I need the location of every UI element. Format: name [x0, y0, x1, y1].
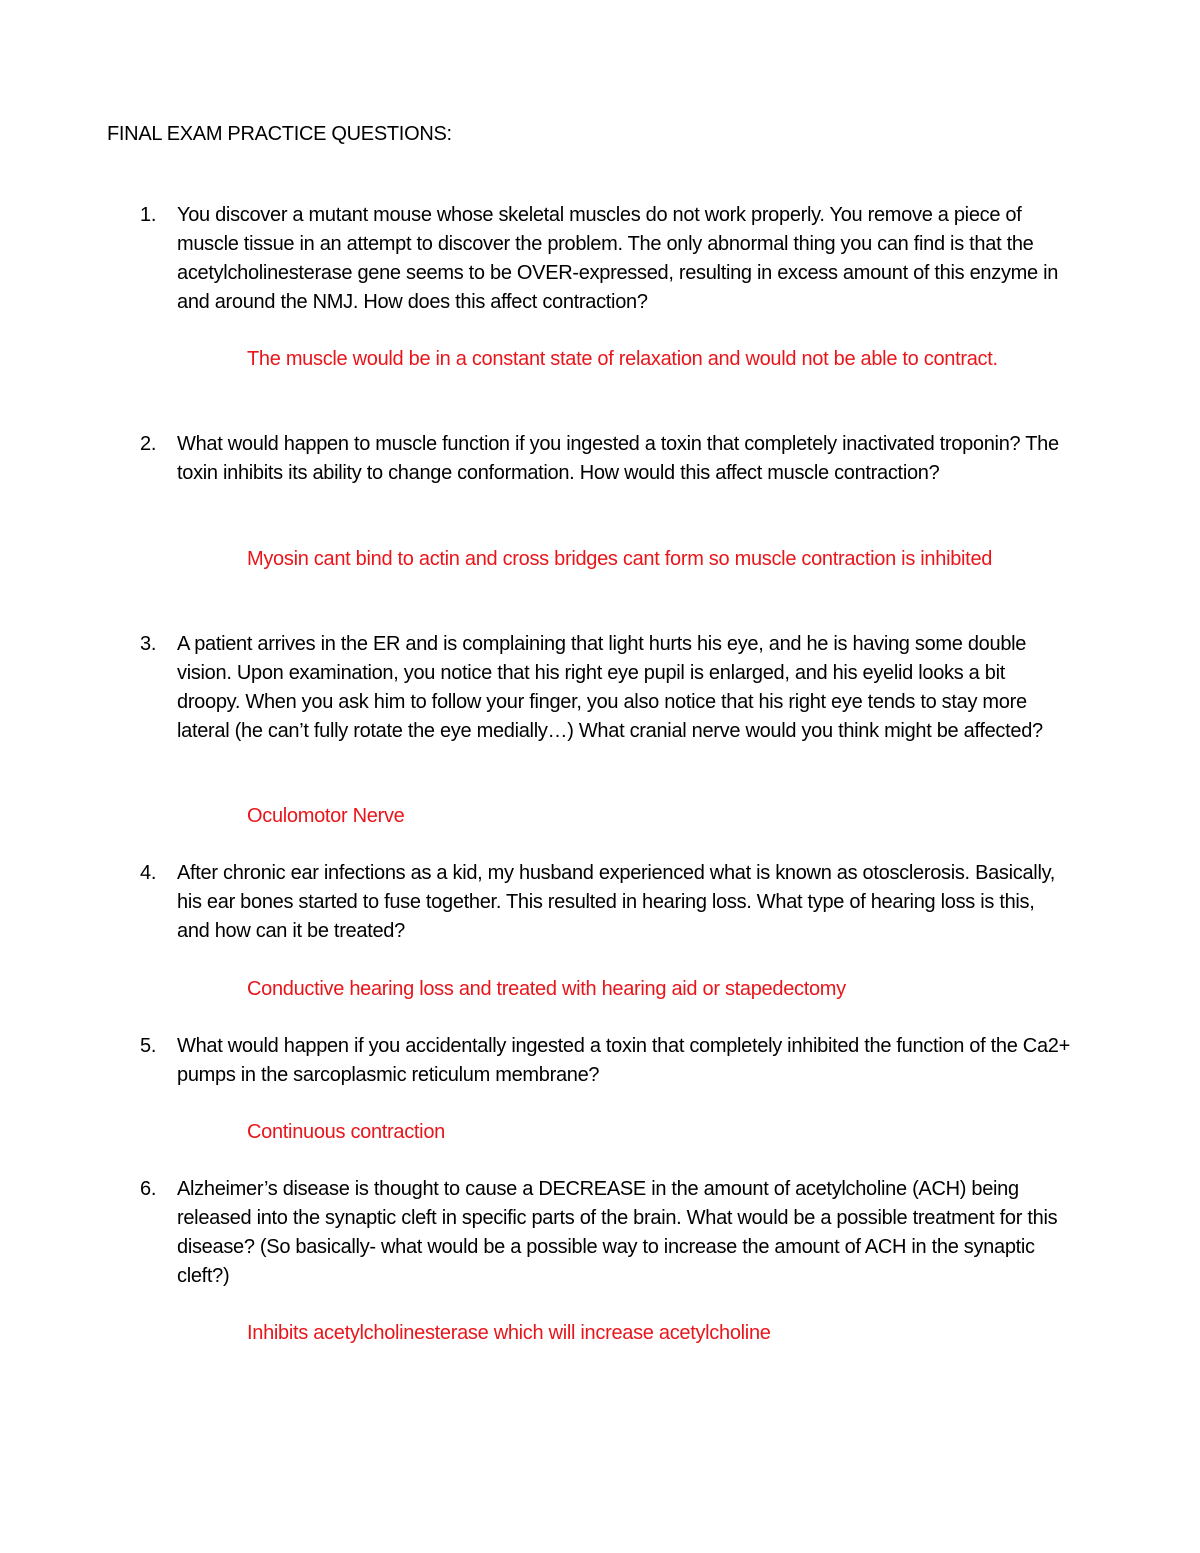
question-text: A patient arrives in the ER and is complaining that light hurts his eye, and he is having some double vision. Upon examination, you notice that his right eye pupil is enlarged, and his eyelid looks a bit droopy. When you ask him to follow your finger, you also notice that his right eye tends to stay more lateral (he can’t fully rotate the eye medially…) What cranial nerve would you think might be affected?	[177, 633, 1043, 742]
question-number: 5.	[140, 1035, 157, 1057]
answer-text: Conductive hearing loss and treated with hearing aid or stapedectomy	[247, 978, 846, 1000]
question-number: 4.	[140, 862, 157, 884]
answer-text: Oculomotor Nerve	[247, 805, 405, 827]
question-text: What would happen to muscle function if you ingested a toxin that completely inactivated troponin? The toxin inhibits its ability to change conformation. How would this affect muscle contraction?	[177, 433, 1059, 484]
question-text: Alzheimer’s disease is thought to cause a DECREASE in the amount of acetylcholine (ACH) being released into the synaptic cleft in specific parts of the brain. What would be a possible treatment for this disease? (So basically- what would be a possible way to increase the amount of ACH in the synaptic cleft?)	[177, 1178, 1058, 1287]
question-number: 1.	[140, 204, 157, 226]
answer-text: Myosin cant bind to actin and cross bridges cant form so muscle contraction is inhibited	[247, 548, 993, 570]
question-text: After chronic ear infections as a kid, my husband experienced what is known as otosclerosis. Basically, his ear bones started to fuse together. This resulted in hearing loss. What type of hearing loss is this, and how can it be treated?	[177, 862, 1056, 942]
question-number: 3.	[140, 633, 157, 655]
question-text: What would happen if you accidentally ingested a toxin that completely inhibited the function of the Ca2+ pumps in the sarcoplasmic reticulum membrane?	[177, 1035, 1070, 1086]
page-title: FINAL EXAM PRACTICE QUESTIONS:	[107, 123, 452, 145]
question-text: You discover a mutant mouse whose skeletal muscles do not work properly. You remove a piece of muscle tissue in an attempt to discover the problem. The only abnormal thing you can find is that the acetylcholinesterase gene seems to be OVER-expressed, resulting in excess amount of this enzyme in and around the NMJ. How does this affect contraction?	[177, 204, 1059, 313]
question-number: 2.	[140, 433, 157, 455]
answer-text: Continuous contraction	[247, 1121, 445, 1143]
answer-text: Inhibits acetylcholinesterase which will increase acetylcholine	[247, 1322, 771, 1344]
answer-text: The muscle would be in a constant state of relaxation and would not be able to contract.	[247, 348, 998, 370]
question-number: 6.	[140, 1178, 157, 1200]
